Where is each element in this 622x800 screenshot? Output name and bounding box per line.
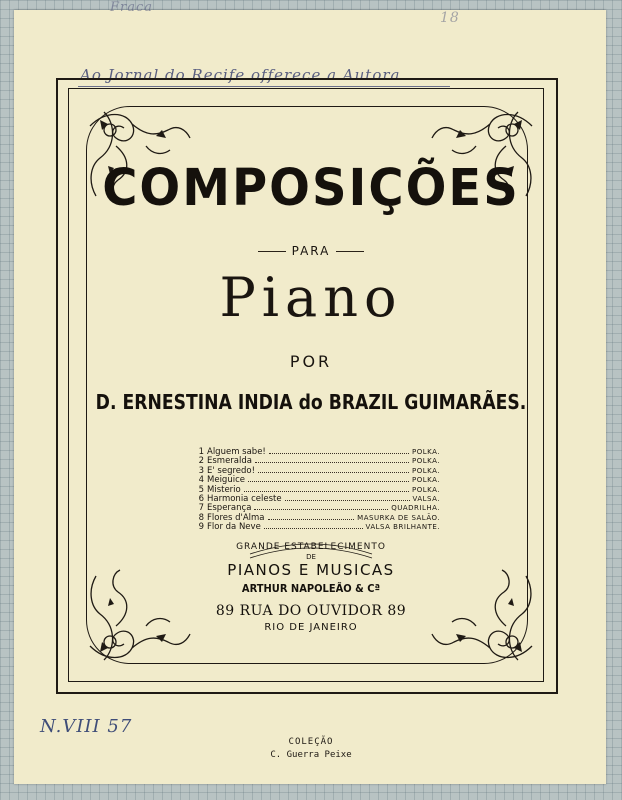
instrument-title: Piano bbox=[219, 266, 403, 329]
dotted-leader bbox=[264, 528, 363, 529]
list-item bbox=[194, 523, 440, 532]
dotted-leader bbox=[285, 500, 410, 501]
dotted-leader bbox=[255, 462, 409, 463]
piece-genre: QUADRILHA. bbox=[391, 504, 440, 513]
dotted-leader bbox=[269, 453, 409, 454]
piece-title: Meiguice bbox=[207, 475, 245, 486]
piece-title: Harmonia celeste bbox=[207, 493, 282, 504]
handwritten-page-number: 18 bbox=[440, 10, 460, 26]
publisher-city: RIO DE JANEIRO bbox=[264, 622, 358, 633]
dotted-leader bbox=[248, 481, 409, 482]
piece-title: Esperança bbox=[207, 503, 252, 514]
piece-genre: VALSA BRILHANTE. bbox=[365, 523, 440, 532]
publisher-line-pianos: PIANOS E MUSICAS bbox=[227, 561, 395, 579]
para-label: PARA bbox=[291, 244, 331, 258]
dotted-leader bbox=[268, 519, 355, 520]
handwritten-dedication: Ao Jornal do Recife offerece a Autora bbox=[80, 66, 401, 84]
pieces-list bbox=[194, 448, 440, 533]
para-rule-right bbox=[336, 251, 364, 252]
piece-number: 5 bbox=[198, 484, 204, 495]
piece-title: Flores d'Alma bbox=[207, 512, 265, 523]
piece-genre: POLKA. bbox=[412, 457, 440, 466]
handwritten-catalog-number: N.VIII 57 bbox=[40, 716, 133, 737]
piece-number: 2 bbox=[198, 456, 204, 467]
piece-number: 4 bbox=[198, 475, 204, 486]
dotted-leader bbox=[258, 472, 409, 473]
piece-title: Misterio bbox=[207, 484, 241, 495]
collection-stamp-owner: C. Guerra Peixe bbox=[270, 750, 352, 760]
publisher-de: DE bbox=[306, 553, 316, 561]
piece-genre: POLKA. bbox=[412, 476, 440, 485]
page-title: COMPOSIÇÕES bbox=[102, 158, 520, 218]
piece-title: Flor da Neve bbox=[207, 522, 261, 533]
piece-genre: POLKA. bbox=[412, 485, 440, 494]
piece-number: 9 bbox=[198, 522, 204, 533]
publisher-address: 89 RUA DO OUVIDOR 89 bbox=[215, 603, 407, 619]
publisher-establishment: GRANDE ESTABELECIMENTO bbox=[236, 542, 386, 552]
piece-genre: POLKA. bbox=[412, 466, 440, 475]
por-label: POR bbox=[289, 352, 333, 371]
piece-genre: MASURKA DE SALÃO. bbox=[357, 513, 440, 522]
dotted-leader bbox=[254, 509, 388, 510]
publisher-name: ARTHUR NAPOLEÃO & Cª bbox=[241, 582, 381, 595]
piece-title: Alguem sabe! bbox=[207, 447, 266, 457]
dotted-leader bbox=[244, 491, 409, 492]
piece-number: 7 bbox=[198, 503, 204, 514]
composer-name: D. ERNESTINA INDIA do BRAZIL GUIMARÃES. bbox=[95, 390, 527, 414]
piece-number: 6 bbox=[198, 493, 204, 504]
collection-stamp-label: COLEÇÃO bbox=[288, 737, 334, 747]
piece-title: Esmeralda bbox=[207, 456, 252, 467]
handwritten-note-top: Fraca bbox=[110, 0, 154, 15]
piece-genre: VALSA. bbox=[412, 494, 440, 503]
piece-genre: POLKA. bbox=[412, 448, 440, 456]
piece-number: 1 bbox=[198, 447, 204, 457]
piece-number: 3 bbox=[198, 465, 204, 476]
piece-title: E' segredo! bbox=[207, 465, 256, 476]
piece-number: 8 bbox=[198, 512, 204, 523]
